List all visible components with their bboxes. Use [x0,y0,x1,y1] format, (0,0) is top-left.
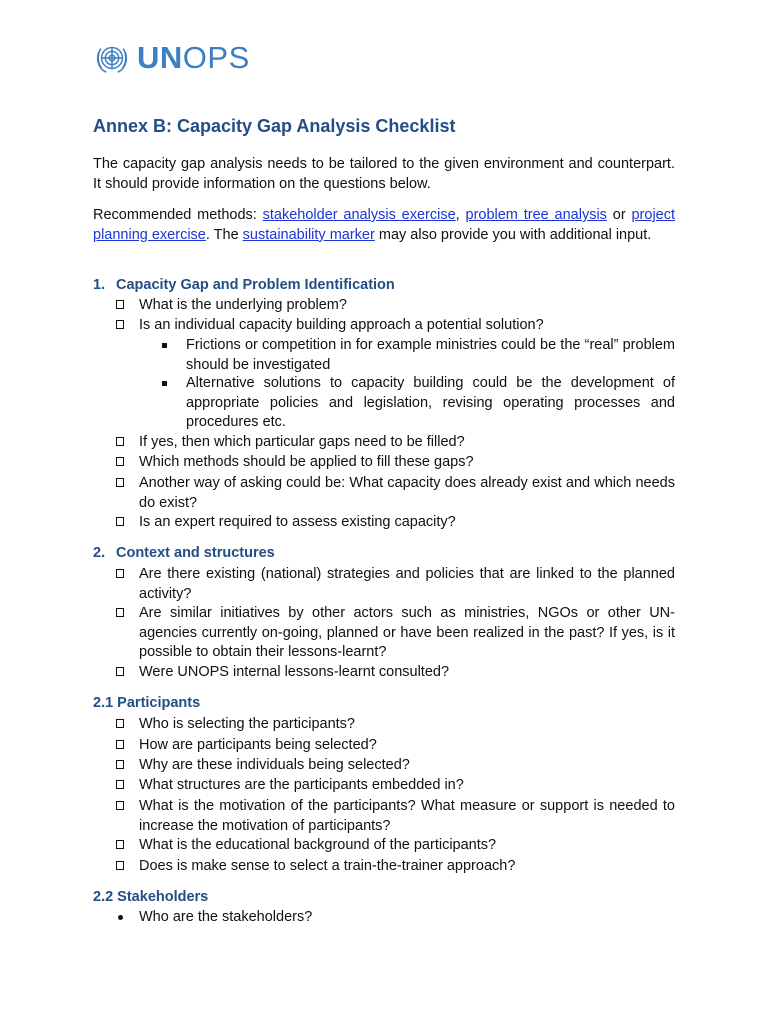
section-heading: 2. Context and structures [93,545,275,561]
logo-wordmark: UNOPS [137,40,250,75]
project-planning-link[interactable]: project planning exercise [93,207,676,243]
checkbox-icon [116,840,124,849]
sub-bullet-item: Frictions or competition in for example ministries could be the “real” problem should be investigated [161,336,675,375]
checkbox-icon [116,478,124,487]
checkbox-icon [116,719,124,728]
sub-bullet-item: Alternative solutions to capacity building could be the development of appropriate policies and legislation, revising operating processes and procedures etc. [161,374,675,433]
checkbox-icon [116,569,124,578]
section-heading: 2.2 Stakeholders [93,889,209,905]
checklist-item: Which methods should be applied to fill these gaps? [116,453,675,473]
checklist-item: Does is make sense to select a train-the-trainer approach? [116,857,675,877]
stakeholder-analysis-link[interactable]: stakeholder analysis exercise [262,207,456,223]
problem-tree-link[interactable]: problem tree analysis [465,207,607,223]
checklist-item: What is the underlying problem? [116,296,675,316]
checklist-item: Are there existing (national) strategies and policies that are linked to the planned activity? [116,565,675,604]
checklist-item: If yes, then which particular gaps need to be filled? [116,433,675,453]
un-emblem-icon [93,39,131,77]
checklist-item: Is an expert required to assess existing capacity? [116,513,675,533]
checklist-item: What is the motivation of the participants? What measure or support is needed to increase the motivation of participants? [116,797,675,836]
checklist-item: Is an individual capacity building approach a potential solution? [116,316,675,336]
checklist-item: Why are these individuals being selected? [116,756,675,776]
checkbox-icon [116,608,124,617]
checkbox-icon [116,801,124,810]
checkbox-icon [116,437,124,446]
checklist-item: How are participants being selected? [116,736,675,756]
checkbox-icon [116,780,124,789]
checkbox-icon [116,861,124,870]
checklist-item: What is the educational background of the participants? [116,836,675,856]
bullet-item: Who are the stakeholders? [116,908,675,928]
checkbox-icon [116,667,124,676]
square-bullet-icon [162,381,167,386]
unops-logo [93,40,250,76]
checkbox-icon [116,740,124,749]
round-bullet-icon [118,915,123,920]
section-heading: 1. Capacity Gap and Problem Identification [93,277,395,293]
checkbox-icon [116,457,124,466]
checklist-item: Were UNOPS internal lessons-learnt consulted? [116,663,675,683]
checkbox-icon [116,517,124,526]
section-heading: 2.1 Participants [93,695,201,711]
checklist-item: Are similar initiatives by other actors such as ministries, NGOs or other UN-agencies currently on-going, planned or have been realized in the past? If yes, is it possible to obtain their lessons-learnt? [116,604,675,663]
checklist-item: Another way of asking could be: What capacity does already exist and which needs do exist? [116,474,675,513]
square-bullet-icon [162,343,167,348]
methods-paragraph: Recommended methods: stakeholder analysis exercise, problem tree analysis or project planning exercise. The sustainability marker may also provide you with additional input. [93,207,676,243]
checkbox-icon [116,760,124,769]
document-title: Annex B: Capacity Gap Analysis Checklist [93,116,456,136]
checkbox-icon [116,320,124,329]
checklist-item: Who is selecting the participants? [116,715,675,735]
checkbox-icon [116,300,124,309]
intro-paragraph: The capacity gap analysis needs to be tailored to the given environment and counterpart. It should provide information on the questions below. [93,156,675,192]
checklist-item: What structures are the participants embedded in? [116,776,675,796]
sustainability-marker-link[interactable]: sustainability marker [242,226,375,243]
